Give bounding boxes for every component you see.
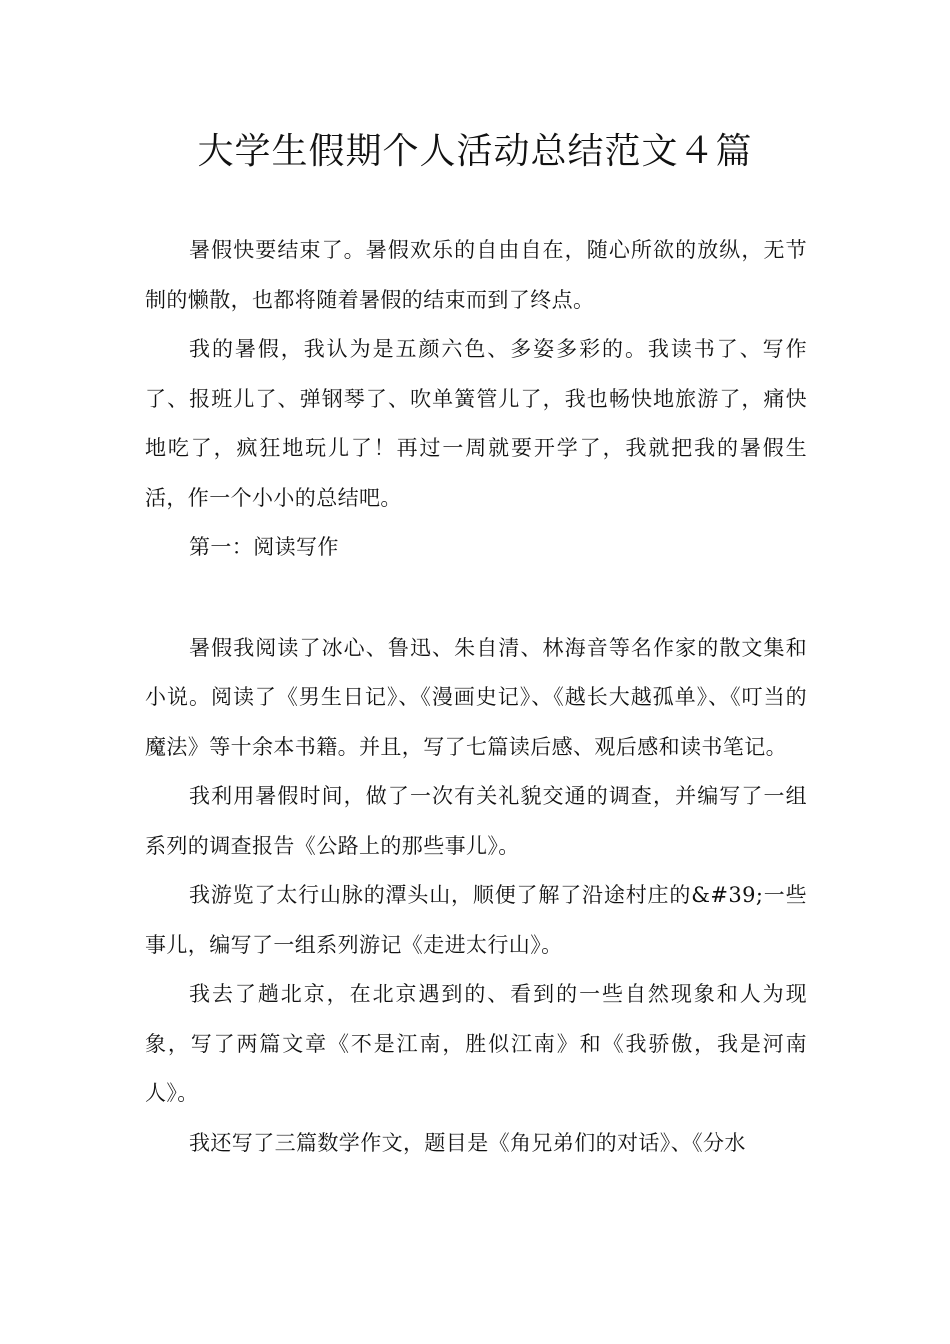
- paragraph-math-essays: 我还写了三篇数学作文，题目是《角兄弟们的对话》、《分水: [189, 1130, 746, 1155]
- document-title: 大学生假期个人活动总结范文４篇: [197, 131, 753, 172]
- paragraph-summary: 我的暑假，我认为是五颜六色、多姿多彩的。我读书了、写作了、报班儿了、弹钢琴了、吹单簧管儿了，我也畅快地旅游了，痛快地吃了，疯狂地玩儿了！再过一周就要开学了，我就把我的暑假生活，作一个小小的总结吧。: [145, 337, 807, 510]
- paragraph-taihang: 我游览了太行山脉的潭头山，顺便了解了沿途村庄的&#39;一些事儿，编写了一组系列游记《走进太行山》。: [145, 883, 807, 957]
- paragraph-survey: 我利用暑假时间，做了一次有关礼貌交通的调查，并编写了一组系列的调查报告《公路上的那些事儿》。: [145, 784, 807, 858]
- paragraph-beijing: 我去了趟北京，在北京遇到的、看到的一些自然现象和人为现象，写了两篇文章《不是江南，胜似江南》和《我骄傲，我是河南人》。: [145, 982, 807, 1105]
- section-heading-reading-writing: 第一：阅读写作: [189, 535, 339, 559]
- document-body: [145, 226, 807, 1168]
- paragraph-reading: 暑假我阅读了冰心、鲁迅、朱自清、林海音等名作家的散文集和小说。阅读了《男生日记》、《漫画史记》、《越长大越孤单》、《叮当的魔法》等十余本书籍。并且，写了七篇读后感、观后感和读书笔记。: [145, 635, 807, 759]
- paragraph-intro: 暑假快要结束了。暑假欢乐的自由自在，随心所欲的放纵，无节制的懒散，也都将随着暑假的结束而到了终点。: [145, 238, 807, 312]
